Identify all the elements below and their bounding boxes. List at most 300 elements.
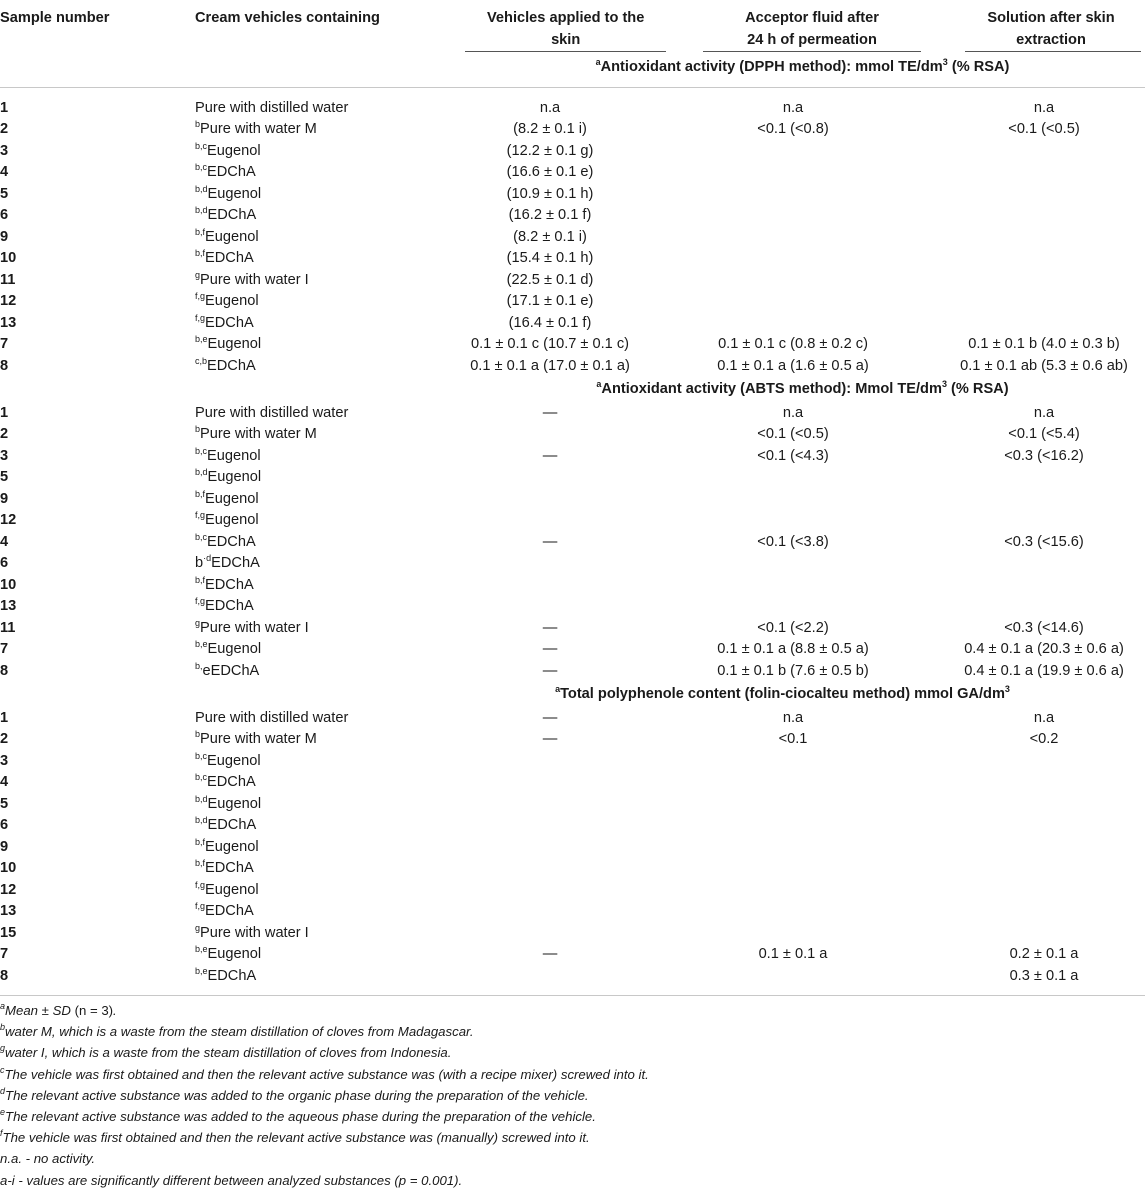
applied-value-cell <box>457 901 643 923</box>
acceptor-value-cell <box>643 966 943 988</box>
footnote-after: . <box>113 1003 117 1018</box>
cream-vehicle-sup: b,d <box>195 205 208 215</box>
cream-vehicle-cell <box>195 837 457 859</box>
acceptor-value-cell <box>643 227 943 249</box>
table-row <box>0 532 1145 554</box>
cream-vehicle-cell <box>195 162 457 184</box>
solution-value-cell: 0.2 ± 0.1 a <box>1009 946 1079 962</box>
acceptor-value-cell <box>643 553 943 575</box>
cream-vehicle-name: Eugenol <box>207 641 262 657</box>
cream-vehicle-sup: b,d <box>195 183 208 194</box>
cream-vehicle-cell <box>195 639 457 661</box>
cream-vehicle-name: Eugenol <box>205 228 259 245</box>
header-acceptor-fluid-line1: Acceptor fluid after <box>745 10 879 26</box>
cream-vehicle-cell <box>195 923 457 945</box>
applied-value-cell: — <box>542 641 558 657</box>
sample-number-cell: 11 <box>0 619 16 636</box>
solution-value-cell: 0.1 ± 0.1 ab (5.3 ± 0.6 ab) <box>960 357 1128 374</box>
sample-number-cell: 6 <box>0 817 9 833</box>
cream-vehicle-cell <box>195 446 457 468</box>
acceptor-value-cell: 0.1 ± 0.1 b (7.6 ± 0.5 b) <box>717 662 869 679</box>
table-row <box>0 729 1145 751</box>
sample-number-cell: 4 <box>0 533 9 550</box>
solution-value-cell <box>943 880 1145 902</box>
cream-vehicle-name: EDChA <box>205 860 254 876</box>
applied-value-cell <box>457 553 643 575</box>
table-row <box>0 618 1145 640</box>
solution-value-cell: n.a <box>1033 99 1055 116</box>
applied-value-cell: — <box>542 709 558 726</box>
cream-vehicle-name: Pure with water I <box>200 271 309 288</box>
footnote-text: water I, which is a waste from the steam distillation of cloves from Indonesia. <box>5 1045 452 1061</box>
cream-vehicle-cell <box>195 708 457 730</box>
cream-vehicle-sup: b,c <box>195 162 208 172</box>
applied-value-cell: (10.9 ± 0.1 h) <box>506 185 594 202</box>
cream-vehicle-name: EDChA <box>207 774 256 790</box>
sample-number-cell: 13 <box>0 903 17 919</box>
applied-value-cell: — <box>542 533 558 550</box>
footnote-text: a-i - values are significantly different between analyzed substances (p = 0.001). <box>0 1172 463 1188</box>
cream-vehicle-name: EDChA <box>207 967 257 984</box>
acceptor-value-cell <box>643 575 943 597</box>
solution-value-cell <box>943 575 1145 597</box>
cream-vehicle-sup: f,g <box>195 510 206 520</box>
section-title <box>0 682 1145 708</box>
section-title-sup: a <box>595 57 601 67</box>
cream-vehicle-cell <box>195 772 457 794</box>
table-row <box>0 708 1145 730</box>
section-title-row <box>0 682 1145 708</box>
solution-value-cell: <0.3 (<14.6) <box>1004 619 1084 636</box>
header-cream-vehicles: Cream vehicles containing <box>195 10 380 26</box>
cream-vehicle-name: Pure with distilled water <box>195 709 349 726</box>
sample-number-cell: 8 <box>0 967 9 984</box>
solution-value-cell: <0.1 (<0.5) <box>1008 121 1080 137</box>
applied-value-cell: — <box>542 946 558 962</box>
footnote <box>0 1127 1145 1148</box>
sample-number-cell: 3 <box>0 447 9 464</box>
cream-vehicle-name: EDChA <box>205 903 254 919</box>
solution-value-cell <box>943 313 1145 335</box>
table-row <box>0 248 1145 270</box>
cream-vehicle-cell <box>195 661 457 683</box>
applied-value-cell <box>457 966 643 988</box>
section-title-row <box>0 52 1145 87</box>
header-sample-number: Sample number <box>0 10 110 26</box>
table-row <box>0 403 1145 425</box>
cream-vehicle-cell <box>195 751 457 773</box>
table-row <box>0 489 1145 511</box>
footnote-sup: f <box>0 1128 3 1139</box>
applied-value-cell: 0.1 ± 0.1 a (17.0 ± 0.1 a) <box>470 357 630 374</box>
cream-vehicle-name: Eugenol <box>207 752 261 769</box>
table-row <box>0 575 1145 597</box>
sample-number-cell: 7 <box>0 336 9 352</box>
sample-number-cell: 5 <box>0 185 9 202</box>
solution-value-cell <box>943 248 1145 270</box>
footnote <box>0 1064 1145 1085</box>
applied-value-cell <box>457 837 643 859</box>
solution-value-cell: <0.1 (<5.4) <box>1008 426 1080 442</box>
solution-value-cell <box>943 510 1145 532</box>
cream-vehicle-sup: ·d <box>203 553 212 563</box>
solution-value-cell <box>943 858 1145 880</box>
cream-vehicle-sup: f,g <box>195 596 206 606</box>
table-row <box>0 596 1145 618</box>
header-vehicles-applied <box>457 0 643 52</box>
header-solution-extraction-line2: extraction <box>1016 31 1086 48</box>
acceptor-value-cell: <0.1 <box>778 731 808 747</box>
cream-vehicle-sup: g <box>195 269 201 280</box>
cream-vehicle-sup: b,e <box>195 944 208 954</box>
cream-vehicle-name: EDChA <box>205 576 254 593</box>
applied-value-cell <box>457 424 643 446</box>
sample-number-cell: 4 <box>0 774 9 790</box>
table-row <box>0 334 1145 356</box>
solution-value-cell: <0.2 <box>1029 731 1059 747</box>
cream-vehicle-sup: b,d <box>195 815 208 825</box>
table-row <box>0 923 1145 945</box>
cream-vehicle-cell <box>195 141 457 163</box>
acceptor-value-cell: 0.1 ± 0.1 a (1.6 ± 0.5 a) <box>717 357 869 374</box>
cream-vehicle-sup: c,b <box>195 355 208 366</box>
acceptor-value-cell <box>643 489 943 511</box>
sample-number-cell: 8 <box>0 357 9 374</box>
footnote <box>0 1021 1145 1042</box>
cream-vehicle-sup: f,g <box>195 312 206 323</box>
footnote <box>0 1170 1145 1191</box>
table-row <box>0 639 1145 661</box>
sample-number-cell: 2 <box>0 731 9 747</box>
header-solution-extraction-line1: Solution after skin <box>987 10 1115 26</box>
cream-vehicle-cell <box>195 270 457 292</box>
cream-vehicle-name: EDChA <box>207 817 257 833</box>
cream-vehicle-sup: b,c <box>195 772 208 782</box>
acceptor-value-cell <box>643 772 943 794</box>
acceptor-value-cell: <0.1 (<2.2) <box>757 619 829 636</box>
cream-vehicle-sup: b,f <box>195 836 206 847</box>
solution-value-cell: n.a <box>1033 404 1055 421</box>
section-title-sup: a <box>596 379 602 389</box>
applied-value-cell: n.a <box>539 99 561 116</box>
solution-value-cell: 0.4 ± 0.1 a (20.3 ± 0.6 a) <box>964 641 1124 657</box>
cream-vehicle-sup: f,g <box>195 879 206 890</box>
sample-number-cell: 6 <box>0 207 9 223</box>
cream-vehicle-cell <box>195 596 457 618</box>
cream-vehicle-cell <box>195 334 457 356</box>
applied-value-cell: (16.6 ± 0.1 e) <box>506 164 594 180</box>
table-row <box>0 119 1145 141</box>
table-row <box>0 205 1145 227</box>
table-row <box>0 291 1145 313</box>
cream-vehicle-cell <box>195 532 457 554</box>
table-row <box>0 966 1145 988</box>
sample-number-cell: 11 <box>0 271 16 288</box>
section-title-suffix: (% RSA) <box>947 59 1010 75</box>
cream-vehicle-cell <box>195 403 457 425</box>
table-row <box>0 510 1145 532</box>
solution-value-cell: <0.3 (<15.6) <box>1004 533 1084 550</box>
solution-value-cell <box>943 794 1145 816</box>
footnote-sup: c <box>0 1064 5 1075</box>
sample-number-cell: 8 <box>0 662 9 679</box>
cream-vehicle-cell <box>195 901 457 923</box>
cream-vehicle-cell <box>195 119 457 141</box>
cream-vehicle-name: EDChA <box>205 314 254 331</box>
cream-vehicle-cell <box>195 553 457 575</box>
footnote-upright: (n = 3) <box>74 1003 114 1018</box>
acceptor-value-cell <box>643 815 943 837</box>
sample-number-cell: 10 <box>0 250 17 266</box>
cream-vehicle-cell <box>195 227 457 249</box>
table-row <box>0 553 1145 575</box>
acceptor-value-cell <box>643 901 943 923</box>
solution-value-cell <box>943 291 1145 313</box>
cream-vehicle-cell <box>195 356 457 378</box>
cream-vehicle-sup: b,d <box>195 793 208 804</box>
applied-value-cell: (8.2 ± 0.1 i) <box>513 228 587 245</box>
cream-vehicle-sup: b,d <box>195 467 208 477</box>
acceptor-value-cell <box>643 184 943 206</box>
table-row <box>0 184 1145 206</box>
acceptor-value-cell <box>643 205 943 227</box>
section-title-text: Antioxidant activity (ABTS method): Mmol TE/dm <box>601 381 942 397</box>
cream-vehicle-sup: b,e <box>195 639 208 649</box>
applied-value-cell: 0.1 ± 0.1 c (10.7 ± 0.1 c) <box>471 336 629 352</box>
table-row <box>0 141 1145 163</box>
solution-value-cell <box>943 772 1145 794</box>
header-solution-extraction <box>943 0 1145 52</box>
applied-value-cell <box>457 467 643 489</box>
sample-number-cell: 13 <box>0 314 17 331</box>
solution-value-cell <box>943 467 1145 489</box>
table-row <box>0 837 1145 859</box>
cream-vehicle-name: Eugenol <box>205 512 259 528</box>
table-row <box>0 794 1145 816</box>
cream-vehicle-sup: b,c <box>195 531 208 542</box>
cream-vehicle-name: Eugenol <box>207 185 262 202</box>
header-vehicles-applied-line1: Vehicles applied to the <box>487 10 645 26</box>
solution-value-cell: 0.1 ± 0.1 b (4.0 ± 0.3 b) <box>968 336 1120 352</box>
table-row <box>0 772 1145 794</box>
applied-value-cell: — <box>542 619 558 636</box>
cream-vehicle-sup: b,e <box>195 965 208 976</box>
table-row <box>0 858 1145 880</box>
applied-value-cell: — <box>542 662 558 679</box>
solution-value-cell <box>943 751 1145 773</box>
table-row <box>0 87 1145 119</box>
cream-vehicle-cell <box>195 489 457 511</box>
sample-number-cell: 3 <box>0 752 9 769</box>
acceptor-value-cell: <0.1 (<0.5) <box>757 426 829 442</box>
solution-value-cell <box>943 489 1145 511</box>
sample-number-cell: 7 <box>0 641 9 657</box>
cream-vehicle-name: Pure with water M <box>200 121 317 137</box>
cream-vehicle-cell <box>195 858 457 880</box>
footnote-text: water M, which is a waste from the steam distillation of cloves from Madagascar. <box>5 1024 474 1040</box>
table-row <box>0 661 1145 683</box>
table-row <box>0 944 1145 966</box>
footnote-sup: a <box>0 1001 6 1011</box>
section-title-unit-sup: 3 <box>941 379 947 389</box>
cream-vehicle-name: Eugenol <box>205 881 259 898</box>
table-row <box>0 356 1145 378</box>
footnote-sup: d <box>0 1085 6 1096</box>
solution-value-cell: 0.4 ± 0.1 a (19.9 ± 0.6 a) <box>964 662 1124 679</box>
footnote <box>0 1085 1145 1106</box>
table-row <box>0 467 1145 489</box>
acceptor-value-cell: <0.1 (<4.3) <box>757 447 829 464</box>
section-title-sup: a <box>555 684 561 694</box>
header-acceptor-fluid-line2: 24 h of permeation <box>747 31 877 48</box>
sample-number-cell: 6 <box>0 555 9 571</box>
acceptor-value-cell <box>643 858 943 880</box>
acceptor-value-cell: n.a <box>782 709 804 726</box>
solution-value-cell <box>943 205 1145 227</box>
cream-vehicle-cell <box>195 966 457 988</box>
cream-vehicle-cell <box>195 424 457 446</box>
table-row <box>0 815 1145 837</box>
header-vehicles-applied-line2: skin <box>551 31 581 48</box>
solution-value-cell: n.a <box>1033 709 1055 726</box>
applied-value-cell: (12.2 ± 0.1 g) <box>506 142 594 159</box>
sample-number-cell: 9 <box>0 838 9 855</box>
sample-number-cell: 12 <box>0 293 17 309</box>
acceptor-value-cell <box>643 291 943 313</box>
sample-number-cell: 9 <box>0 228 9 245</box>
cream-vehicle-name: Pure with water M <box>200 426 317 442</box>
cream-vehicle-cell <box>195 205 457 227</box>
cream-vehicle-sup: b <box>195 729 201 739</box>
solution-value-cell <box>943 270 1145 292</box>
cream-vehicle-cell <box>195 815 457 837</box>
table-row <box>0 901 1145 923</box>
acceptor-value-cell <box>643 880 943 902</box>
cream-vehicle-name: Pure with distilled water <box>195 404 349 421</box>
applied-value-cell: — <box>542 731 558 747</box>
cream-vehicle-sup: b,c <box>195 750 208 761</box>
cream-vehicle-name: Eugenol <box>207 447 261 464</box>
solution-value-cell <box>943 141 1145 163</box>
applied-value-cell <box>457 772 643 794</box>
applied-value-cell: (16.2 ± 0.1 f) <box>508 207 592 223</box>
acceptor-value-cell: <0.1 (<3.8) <box>757 533 829 550</box>
applied-value-cell <box>457 575 643 597</box>
sample-number-cell: 5 <box>0 469 9 485</box>
acceptor-value-cell <box>643 162 943 184</box>
cream-vehicle-sup: b,e <box>195 334 208 344</box>
sample-number-cell: 13 <box>0 598 17 614</box>
footnote-sup: e <box>0 1107 6 1118</box>
table-header <box>0 0 1145 52</box>
footnote <box>0 1148 1145 1169</box>
cream-vehicle-name: EDChA <box>207 357 256 374</box>
acceptor-value-cell <box>643 141 943 163</box>
cream-vehicle-name: Eugenol <box>205 293 259 309</box>
footnote-text: Mean ± SD <box>5 1003 75 1018</box>
section-title-unit-sup: 3 <box>1004 684 1010 694</box>
acceptor-value-cell: 0.1 ± 0.1 c (0.8 ± 0.2 c) <box>718 336 868 352</box>
acceptor-value-cell <box>643 313 943 335</box>
section-title-row <box>0 377 1145 403</box>
cream-vehicle-name: EDChA <box>207 164 256 180</box>
cream-vehicle-name: Pure with water M <box>200 731 317 747</box>
table-row <box>0 446 1145 468</box>
cream-vehicle-sup: b,f <box>195 248 206 258</box>
sample-number-cell: 1 <box>0 709 9 726</box>
acceptor-value-cell <box>643 837 943 859</box>
applied-value-cell: (8.2 ± 0.1 i) <box>513 121 587 137</box>
sample-number-cell: 1 <box>0 404 9 421</box>
section-title <box>0 52 1145 87</box>
cream-vehicle-sup: g <box>195 922 201 933</box>
applied-value-cell <box>457 815 643 837</box>
cream-vehicle-cell <box>195 944 457 966</box>
acceptor-value-cell: n.a <box>782 99 804 116</box>
cream-vehicle-cell <box>195 248 457 270</box>
footnote-text: The vehicle was first obtained and then the relevant active substance was (with a recipe mixer) screwed into it. <box>4 1066 649 1082</box>
solution-value-cell: <0.3 (<16.2) <box>1004 447 1084 464</box>
sample-number-cell: 5 <box>0 795 9 812</box>
cream-vehicle-name: Eugenol <box>207 336 262 352</box>
solution-value-cell: 0.3 ± 0.1 a <box>1009 967 1079 984</box>
header-acceptor-fluid <box>643 0 943 52</box>
footnote <box>0 1106 1145 1127</box>
cream-vehicle-sup: b,f <box>195 858 206 868</box>
footnote-text: The relevant active substance was added to the aqueous phase during the preparation of the vehicle. <box>5 1109 596 1125</box>
acceptor-value-cell: <0.1 (<0.8) <box>757 121 829 137</box>
cream-vehicle-cell <box>195 729 457 751</box>
footnote-text: The relevant active substance was added to the organic phase during the preparation of the vehicle. <box>5 1087 589 1103</box>
table-row <box>0 162 1145 184</box>
solution-value-cell <box>943 837 1145 859</box>
applied-value-cell <box>457 596 643 618</box>
applied-value-cell <box>457 794 643 816</box>
cream-vehicle-name: eEDChA <box>202 662 260 679</box>
section-title-suffix: (% RSA) <box>946 381 1009 397</box>
cream-vehicle-name: Eugenol <box>207 142 261 159</box>
footnote-sup: b <box>0 1022 6 1033</box>
acceptor-value-cell <box>643 510 943 532</box>
cream-vehicle-name: EDChA <box>207 533 256 550</box>
solution-value-cell <box>943 553 1145 575</box>
footnote-text: n.a. - no activity. <box>0 1151 96 1167</box>
solution-value-cell <box>943 227 1145 249</box>
sample-number-cell: 12 <box>0 512 17 528</box>
cream-vehicle-sup: b,f <box>195 226 206 237</box>
cream-vehicle-cell <box>195 510 457 532</box>
footnotes <box>0 996 1145 1191</box>
applied-value-cell: — <box>542 447 558 464</box>
cream-vehicle-sup: b,f <box>195 574 206 585</box>
sample-number-cell: 10 <box>0 576 17 593</box>
sample-number-cell: 2 <box>0 426 9 442</box>
table-row <box>0 880 1145 902</box>
acceptor-value-cell <box>643 794 943 816</box>
cream-vehicle-name: EDChA <box>205 598 254 614</box>
applied-value-cell <box>457 751 643 773</box>
solution-value-cell <box>943 184 1145 206</box>
applied-value-cell <box>457 489 643 511</box>
solution-value-cell <box>943 596 1145 618</box>
applied-value-cell <box>457 923 643 945</box>
acceptor-value-cell <box>643 923 943 945</box>
cream-vehicle-cell <box>195 313 457 335</box>
footnote-sup: g <box>0 1043 6 1054</box>
cream-vehicle-name: Eugenol <box>207 946 262 962</box>
applied-value-cell <box>457 510 643 532</box>
cream-vehicle-cell <box>195 575 457 597</box>
